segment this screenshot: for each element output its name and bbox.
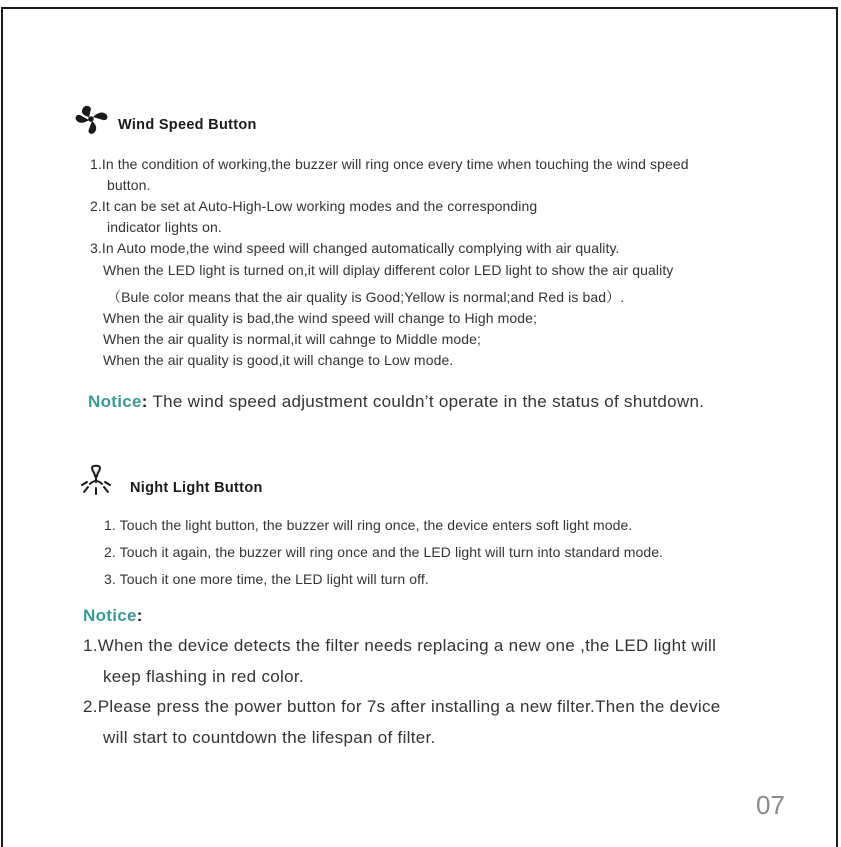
notice-filter-heading bbox=[83, 606, 143, 626]
notice-colon: : bbox=[136, 606, 143, 625]
wind-line-2: button. bbox=[107, 177, 151, 193]
filter-line-3: 2.Please press the power button for 7s after installing a new filter.Then the device bbox=[83, 697, 721, 716]
wind-line-5: 3.In Auto mode,the wind speed will changed automatically complying with air quality. bbox=[90, 240, 620, 256]
night-line-2: 2. Touch it again, the buzzer will ring once and the LED light will turn into standard mode. bbox=[104, 544, 664, 560]
bulb-icon bbox=[78, 462, 114, 498]
night-line-3: 3. Touch it one more time, the LED light will turn off. bbox=[104, 571, 429, 587]
wind-line-1: 1.In the condition of working,the buzzer will ring once every time when touching the wind speed bbox=[90, 156, 689, 172]
filter-line-1: 1.When the device detects the filter needs replacing a new one ,the LED light will bbox=[83, 636, 717, 655]
wind-line-3: 2.It can be set at Auto-High-Low working modes and the corresponding bbox=[90, 198, 538, 214]
wind-line-6: When the LED light is turned on,it will diplay different color LED light to show the air quality bbox=[103, 262, 674, 278]
page-number: 07 bbox=[756, 790, 785, 820]
notice-colon: : bbox=[141, 392, 148, 411]
wind-line-9: When the air quality is normal,it will cahnge to Middle mode; bbox=[103, 331, 482, 347]
wind-speed-title: Wind Speed Button bbox=[118, 117, 257, 133]
fan-icon bbox=[72, 102, 112, 136]
wind-line-10: When the air quality is good,it will change to Low mode. bbox=[103, 352, 454, 368]
page-frame bbox=[1, 7, 838, 847]
night-light-title: Night Light Button bbox=[130, 480, 263, 496]
filter-line-4: will start to countdown the lifespan of filter. bbox=[103, 728, 436, 747]
night-line-1: 1. Touch the light button, the buzzer will ring once, the device enters soft light mode. bbox=[104, 517, 633, 533]
notice-text: The wind speed adjustment couldn’t operate in the status of shutdown. bbox=[147, 392, 705, 411]
wind-line-4: indicator lights on. bbox=[107, 219, 222, 235]
notice-wind bbox=[88, 392, 704, 412]
filter-line-2: keep flashing in red color. bbox=[103, 667, 304, 686]
wind-line-7: （Bule color means that the air quality is Good;Yellow is normal;and Red is bad）. bbox=[107, 289, 625, 305]
notice-label: Notice bbox=[88, 392, 142, 411]
wind-line-8: When the air quality is bad,the wind speed will change to High mode; bbox=[103, 310, 538, 326]
notice-label: Notice bbox=[83, 606, 137, 625]
